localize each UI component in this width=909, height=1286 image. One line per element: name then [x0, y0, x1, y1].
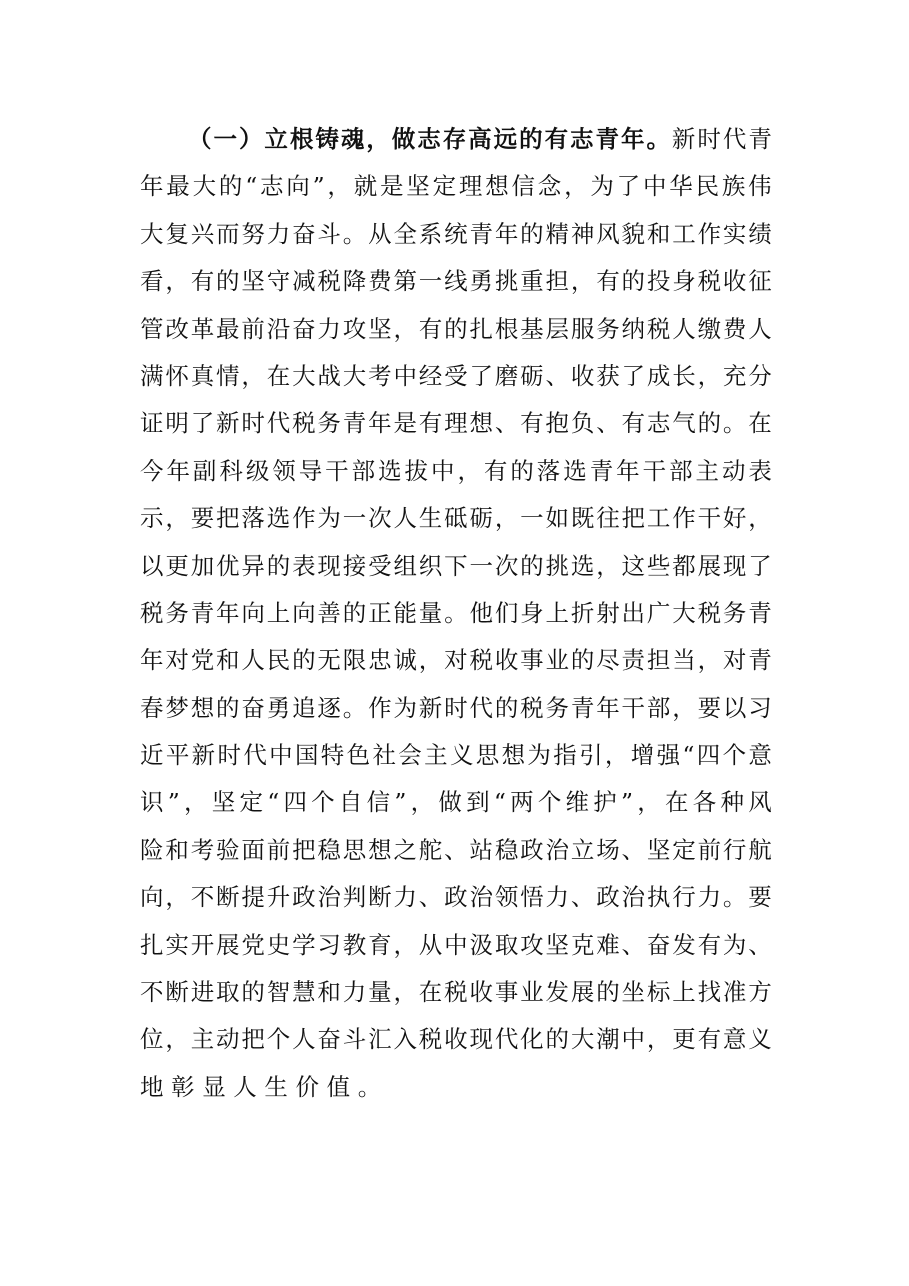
paragraph-line-15: 识 ” ， 坚 定 “ 四 个 自 信 ” ， 做 到 “ 两 个 维 护 ” ， 在 各 种 风 — [140, 788, 772, 817]
paragraph-line-18: 扎 实 开 展 党 史 学 习 教 育 ， 从 中 汲 取 攻 坚 克 难 、 奋 发 有 为 、 — [140, 930, 772, 959]
paragraph-line-1: （ 一 ） 立 根 铸 魂 ， 做 志 存 高 远 的 有 志 青 年 。 新 时 代 青 — [188, 125, 772, 153]
paragraph-line-7: 证 明 了 新 时 代 税 务 青 年 是 有 理 想 、 有 抱 负 、 有 志 气 的 。 在 — [140, 409, 772, 438]
paragraph-line-16: 险 和 考 验 面 前 把 稳 思 想 之 舵 、 站 稳 政 治 立 场 、 坚 定 前 行 航 — [140, 835, 772, 864]
paragraph-line-14: 近 平 新 时 代 中 国 特 色 社 会 主 义 思 想 为 指 引 ， 增 强 “ 四 个 意 — [140, 741, 772, 770]
paragraph-line-11: 税 务 青 年 向 上 向 善 的 正 能 量 。 他 们 身 上 折 射 出 广 大 税 务 青 — [140, 598, 772, 627]
paragraph-line-20: 位 ， 主 动 把 个 人 奋 斗 汇 入 税 收 现 代 化 的 大 潮 中 ， 更 有 意 义 — [140, 1025, 772, 1054]
paragraph-line-10: 以 更 加 优 异 的 表 现 接 受 组 织 下 一 次 的 挑 选 ， 这 些 都 展 现 了 — [140, 551, 772, 580]
paragraph-line-6: 满 怀 真 情 ， 在 大 战 大 考 中 经 受 了 磨 砺 、 收 获 了 成 长 ， 充 分 — [140, 361, 772, 390]
body-paragraph — [140, 116, 772, 1111]
paragraph-line-17: 向 ， 不 断 提 升 政 治 判 断 力 、 政 治 领 悟 力 、 政 治 执 行 力 。 要 — [140, 883, 772, 912]
paragraph-line-8: 今 年 副 科 级 领 导 干 部 选 拔 中 ， 有 的 落 选 青 年 干 部 主 动 表 — [140, 456, 772, 485]
paragraph-line-2: 年 最 大 的 “ 志 向 ” ， 就 是 坚 定 理 想 信 念 ， 为 了 中 华 民 族 伟 — [140, 172, 772, 201]
paragraph-line-19: 不 断 进 取 的 智 慧 和 力 量 ， 在 税 收 事 业 发 展 的 坐 标 上 找 准 方 — [140, 978, 772, 1007]
paragraph-line-5: 管 改 革 最 前 沿 奋 力 攻 坚 ， 有 的 扎 根 基 层 服 务 纳 税 人 缴 费 人 — [140, 314, 772, 343]
paragraph-line-13: 春 梦 想 的 奋 勇 追 逐 。 作 为 新 时 代 的 税 务 青 年 干 部 ， 要 以 习 — [140, 693, 772, 722]
paragraph-line-3: 大 复 兴 而 努 力 奋 斗 。 从 全 系 统 青 年 的 精 神 风 貌 和 工 作 实 绩 — [140, 219, 772, 248]
paragraph-line-4: 看 ， 有 的 坚 守 减 税 降 费 第 一 线 勇 挑 重 担 ， 有 的 投 身 税 收 征 — [140, 267, 772, 296]
paragraph-line-9: 示 ， 要 把 落 选 作 为 一 次 人 生 砥 砺 ， 一 如 既 往 把 工 作 干 好 ， — [140, 504, 772, 533]
paragraph-line-21: 地彰显人生价值。 — [140, 1072, 389, 1101]
paragraph-line-12: 年 对 党 和 人 民 的 无 限 忠 诚 ， 对 税 收 事 业 的 尽 责 担 当 ， 对 青 — [140, 646, 772, 675]
